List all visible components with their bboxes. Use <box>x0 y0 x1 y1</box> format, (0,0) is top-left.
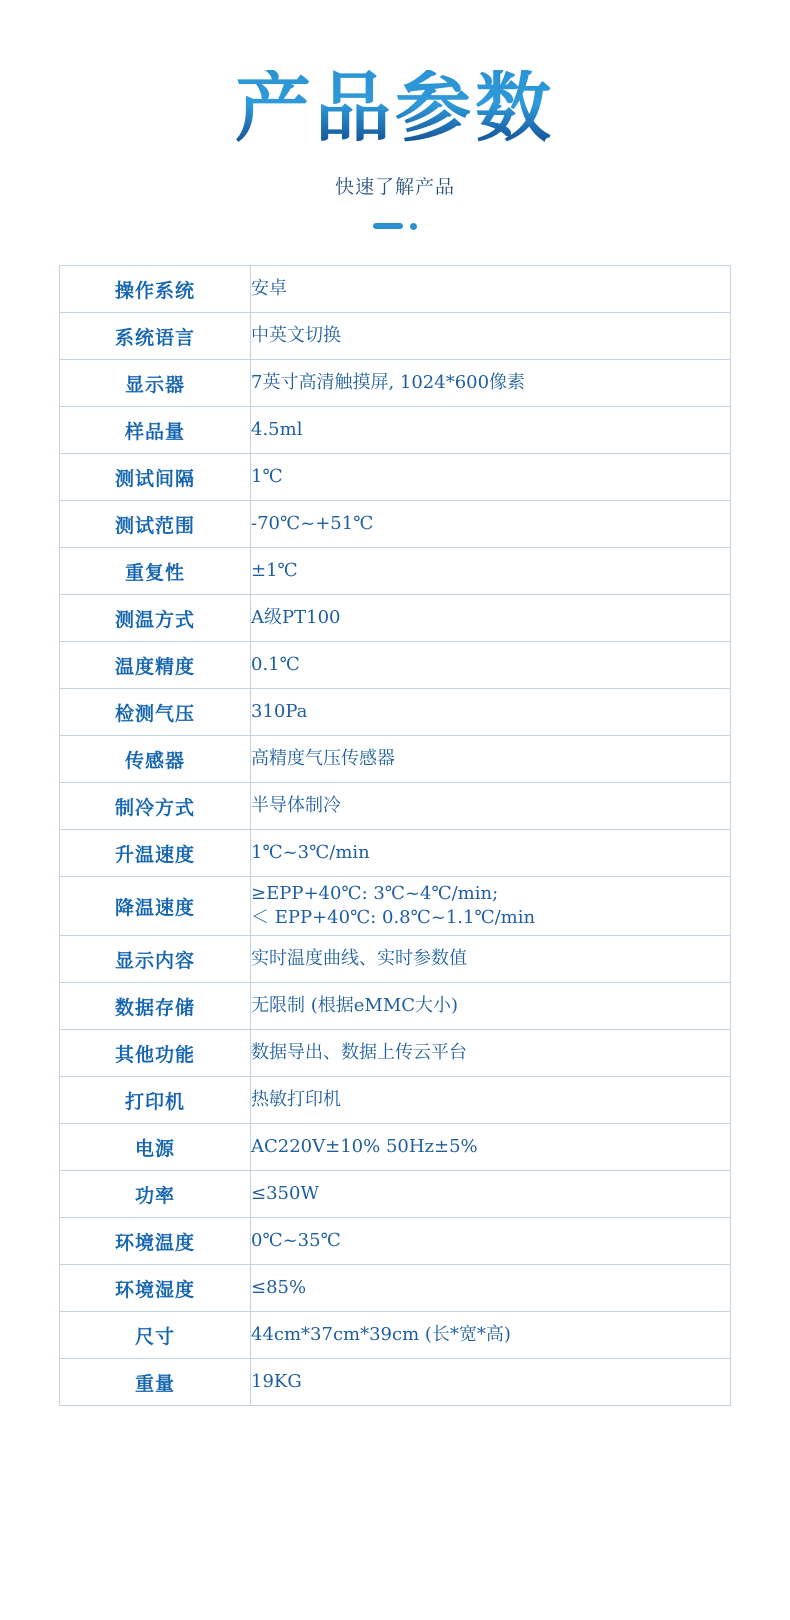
table-row <box>60 877 731 936</box>
spec-table-body <box>60 266 731 1406</box>
divider-dot-icon <box>410 223 417 230</box>
spec-value-line-2: ＜ EPP+40℃: 0.8℃~1.1℃/min <box>251 907 536 928</box>
table-row <box>60 454 731 501</box>
spec-key: 升温速度 <box>60 830 251 877</box>
spec-key: 系统语言 <box>60 313 251 360</box>
spec-value <box>251 877 731 936</box>
spec-key: 温度精度 <box>60 642 251 689</box>
spec-key: 环境温度 <box>60 1218 251 1265</box>
spec-key: 显示内容 <box>60 936 251 983</box>
spec-key: 测温方式 <box>60 595 251 642</box>
spec-value: 安卓 <box>251 266 731 313</box>
spec-key: 重量 <box>60 1359 251 1406</box>
spec-value: 无限制 (根据eMMC大小) <box>251 983 731 1030</box>
table-row <box>60 830 731 877</box>
spec-key: 降温速度 <box>60 877 251 936</box>
spec-key: 重复性 <box>60 548 251 595</box>
table-row <box>60 313 731 360</box>
spec-key: 电源 <box>60 1124 251 1171</box>
spec-key: 制冷方式 <box>60 783 251 830</box>
spec-value: 热敏打印机 <box>251 1077 731 1124</box>
spec-value: ±1℃ <box>251 548 731 595</box>
table-row <box>60 595 731 642</box>
table-row <box>60 1218 731 1265</box>
spec-table-container <box>59 265 731 1406</box>
table-row <box>60 548 731 595</box>
spec-value: -70℃~+51℃ <box>251 501 731 548</box>
spec-key: 样品量 <box>60 407 251 454</box>
page-subtitle: 快速了解产品 <box>334 177 455 198</box>
table-row <box>60 783 731 830</box>
spec-key: 环境湿度 <box>60 1265 251 1312</box>
table-row <box>60 266 731 313</box>
table-row <box>60 407 731 454</box>
table-row <box>60 1359 731 1406</box>
spec-value: ≤350W <box>251 1171 731 1218</box>
decorative-divider <box>0 221 790 231</box>
spec-value: 310Pa <box>251 689 731 736</box>
spec-value: A级PT100 <box>251 595 731 642</box>
spec-value: 半导体制冷 <box>251 783 731 830</box>
spec-value: 1℃ <box>251 454 731 501</box>
spec-value-line-1: ≥EPP+40℃: 3℃~4℃/min; <box>251 882 499 904</box>
spec-value: ≤85% <box>251 1265 731 1312</box>
table-row <box>60 1312 731 1359</box>
spec-value: 数据导出、数据上传云平台 <box>251 1030 731 1077</box>
spec-key: 数据存储 <box>60 983 251 1030</box>
spec-key: 其他功能 <box>60 1030 251 1077</box>
spec-value: 44cm*37cm*39cm (长*宽*高) <box>251 1312 731 1359</box>
table-row <box>60 1030 731 1077</box>
spec-key: 尺寸 <box>60 1312 251 1359</box>
spec-value: AC220V±10% 50Hz±5% <box>251 1124 731 1171</box>
spec-key: 测试间隔 <box>60 454 251 501</box>
spec-value: 1℃~3℃/min <box>251 830 731 877</box>
spec-key: 操作系统 <box>60 266 251 313</box>
table-row <box>60 1124 731 1171</box>
spec-value: 7英寸高清触摸屏, 1024*600像素 <box>251 360 731 407</box>
spec-value: 实时温度曲线、实时参数值 <box>251 936 731 983</box>
spec-key: 功率 <box>60 1171 251 1218</box>
spec-key: 显示器 <box>60 360 251 407</box>
spec-value: 4.5ml <box>251 407 731 454</box>
spec-value: 0.1℃ <box>251 642 731 689</box>
spec-value: 中英文切换 <box>251 313 731 360</box>
spec-key: 打印机 <box>60 1077 251 1124</box>
spec-value: 高精度气压传感器 <box>251 736 731 783</box>
page-header <box>0 0 790 231</box>
spec-value: 0℃~35℃ <box>251 1218 731 1265</box>
specifications-table <box>59 265 731 1406</box>
table-row <box>60 689 731 736</box>
table-row <box>60 1077 731 1124</box>
table-row <box>60 1171 731 1218</box>
spec-key: 测试范围 <box>60 501 251 548</box>
page-title: 产品参数 <box>235 63 555 152</box>
divider-bar-icon <box>373 223 403 229</box>
table-row <box>60 360 731 407</box>
table-row <box>60 983 731 1030</box>
table-row <box>60 642 731 689</box>
table-row <box>60 1265 731 1312</box>
spec-key: 传感器 <box>60 736 251 783</box>
table-row <box>60 936 731 983</box>
spec-value: 19KG <box>251 1359 731 1406</box>
spec-key: 检测气压 <box>60 689 251 736</box>
table-row <box>60 501 731 548</box>
table-row <box>60 736 731 783</box>
